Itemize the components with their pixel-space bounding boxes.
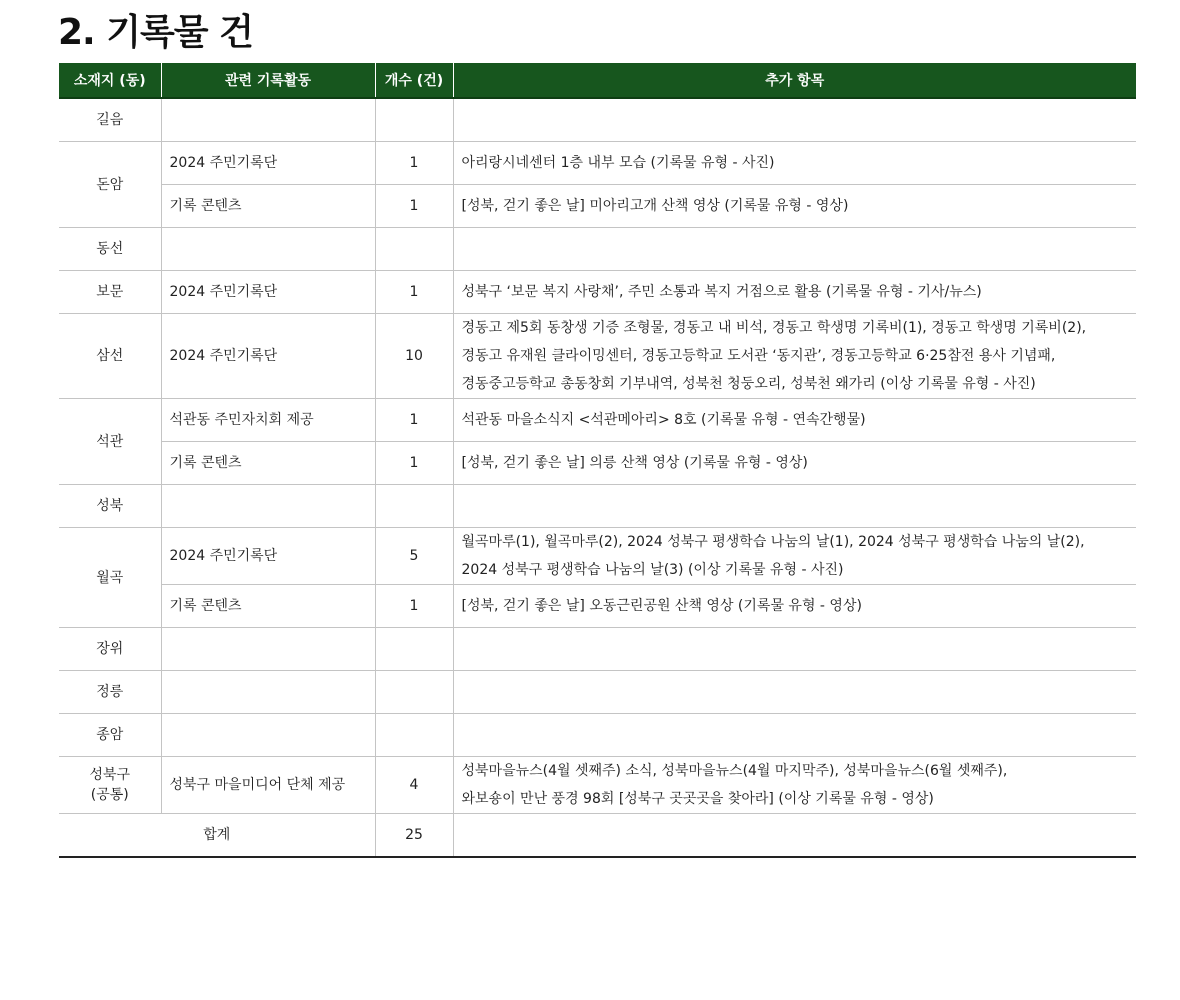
count-cell: 10 — [375, 314, 453, 399]
count-cell — [375, 485, 453, 528]
table-row — [59, 757, 1136, 814]
district-cell: 종암 — [59, 714, 161, 757]
district-cell: 동선 — [59, 228, 161, 271]
count-cell: 5 — [375, 528, 453, 585]
extra-cell — [453, 314, 1136, 399]
district-cell: 보문 — [59, 271, 161, 314]
header-district: 소재지 (동) — [59, 63, 161, 98]
total-label: 합계 — [59, 814, 375, 858]
count-cell: 4 — [375, 757, 453, 814]
table-row — [59, 714, 1136, 757]
district-cell: 길음 — [96, 112, 124, 128]
district-cell: 성북 — [59, 485, 161, 528]
activity-cell: 2024 주민기록단 — [161, 314, 375, 399]
table-row — [59, 98, 1136, 142]
extra-line: 경동중고등학교 총동창회 기부내역, 성북천 청둥오리, 성북천 왜가리 (이상 기록물 유형 - 사진) — [461, 376, 1036, 392]
activity-cell — [161, 714, 375, 757]
total-count: 25 — [375, 814, 453, 858]
activity-cell — [161, 671, 375, 714]
activity-cell: 성북구 마을미디어 단체 제공 — [161, 757, 375, 814]
extra-line: 와보숑이 만난 풍경 98회 [성북구 곳곳곳을 찾아라] (이상 기록물 유형 - 영상) — [461, 791, 934, 807]
district-cell: 정릉 — [59, 671, 161, 714]
activity-cell — [161, 98, 375, 142]
district-cell: 장위 — [59, 628, 161, 671]
activity-cell: 2024 주민기록단 — [161, 142, 375, 185]
records-table — [59, 63, 1136, 858]
table-row — [59, 399, 1136, 442]
table-row — [59, 271, 1136, 314]
extra-cell — [453, 714, 1136, 757]
count-cell — [375, 671, 453, 714]
header-activity: 관련 기록활동 — [161, 63, 375, 98]
total-row — [59, 814, 1136, 858]
district-cell: 월곡 — [59, 528, 161, 628]
district-cell: 삼선 — [59, 314, 161, 399]
district-line: (공통) — [90, 787, 129, 803]
page-title: 2. 기록물 건 — [58, 12, 253, 53]
count-cell: 1 — [375, 271, 453, 314]
extra-cell — [453, 671, 1136, 714]
activity-cell — [161, 485, 375, 528]
district-cell — [59, 757, 161, 814]
activity-cell: 석관동 주민자치회 제공 — [161, 399, 375, 442]
activity-cell: 기록 콘텐츠 — [161, 185, 375, 228]
extra-cell: [성북, 걷기 좋은 날] 의릉 산책 영상 (기록물 유형 - 영상) — [453, 442, 1136, 485]
table-row — [59, 485, 1136, 528]
count-cell — [375, 714, 453, 757]
extra-line: 2024 성북구 평생학습 나눔의 날(3) (이상 기록물 유형 - 사진) — [461, 562, 844, 578]
table-row — [59, 185, 1136, 228]
extra-cell: 석관동 마을소식지 <석관메아리> 8호 (기록물 유형 - 연속간행물) — [453, 399, 1136, 442]
extra-cell — [453, 228, 1136, 271]
extra-cell — [453, 528, 1136, 585]
count-cell — [375, 228, 453, 271]
count-cell: 1 — [375, 585, 453, 628]
table-header-row — [59, 63, 1136, 98]
count-cell — [375, 628, 453, 671]
table-row — [59, 442, 1136, 485]
table-row — [59, 628, 1136, 671]
header-count: 개수 (건) — [375, 63, 453, 98]
extra-cell: 아리랑시네센터 1층 내부 모습 (기록물 유형 - 사진) — [453, 142, 1136, 185]
count-cell: 1 — [375, 185, 453, 228]
table-row — [59, 585, 1136, 628]
extra-cell: 성북구 ‘보문 복지 사랑채’, 주민 소통과 복지 거점으로 활용 (기록물 유형 - 기사/뉴스) — [453, 271, 1136, 314]
district-cell: 석관 — [59, 399, 161, 485]
table-row — [59, 142, 1136, 185]
table-row — [59, 528, 1136, 585]
count-cell — [375, 98, 453, 142]
district-cell: 돈암 — [59, 142, 161, 228]
table-row — [59, 314, 1136, 399]
activity-cell — [161, 628, 375, 671]
extra-line: 경동고 유재원 클라이밍센터, 경동고등학교 도서관 ‘동지관’, 경동고등학교 6·25참전 용사 기념패, — [461, 348, 1056, 364]
count-cell: 1 — [375, 399, 453, 442]
count-cell: 1 — [375, 442, 453, 485]
activity-cell: 2024 주민기록단 — [161, 271, 375, 314]
table-row — [59, 671, 1136, 714]
extra-cell — [453, 757, 1136, 814]
count-cell: 1 — [375, 142, 453, 185]
extra-line: 성북마을뉴스(4월 셋째주) 소식, 성북마을뉴스(4월 마지막주), 성북마을뉴스(6월 셋째주), — [461, 763, 1008, 779]
district-line: 성북구 — [89, 767, 131, 783]
activity-cell: 기록 콘텐츠 — [161, 585, 375, 628]
extra-cell: [성북, 걷기 좋은 날] 미아리고개 산책 영상 (기록물 유형 - 영상) — [453, 185, 1136, 228]
extra-line: 월곡마루(1), 월곡마루(2), 2024 성북구 평생학습 나눔의 날(1), 2024 성북구 평생학습 나눔의 날(2), — [461, 534, 1085, 550]
extra-cell: [성북, 걷기 좋은 날] 오동근린공원 산책 영상 (기록물 유형 - 영상) — [453, 585, 1136, 628]
extra-line: 경동고 제5회 동창생 기증 조형물, 경동고 내 비석, 경동고 학생명 기록비(1), 경동고 학생명 기록비(2), — [461, 320, 1087, 336]
table-row — [59, 228, 1136, 271]
extra-cell — [453, 98, 1136, 142]
activity-cell: 2024 주민기록단 — [161, 528, 375, 585]
activity-cell — [161, 228, 375, 271]
total-extra-cell — [453, 814, 1136, 858]
header-extra: 추가 항목 — [453, 63, 1136, 98]
activity-cell: 기록 콘텐츠 — [161, 442, 375, 485]
extra-cell — [453, 628, 1136, 671]
extra-cell — [453, 485, 1136, 528]
